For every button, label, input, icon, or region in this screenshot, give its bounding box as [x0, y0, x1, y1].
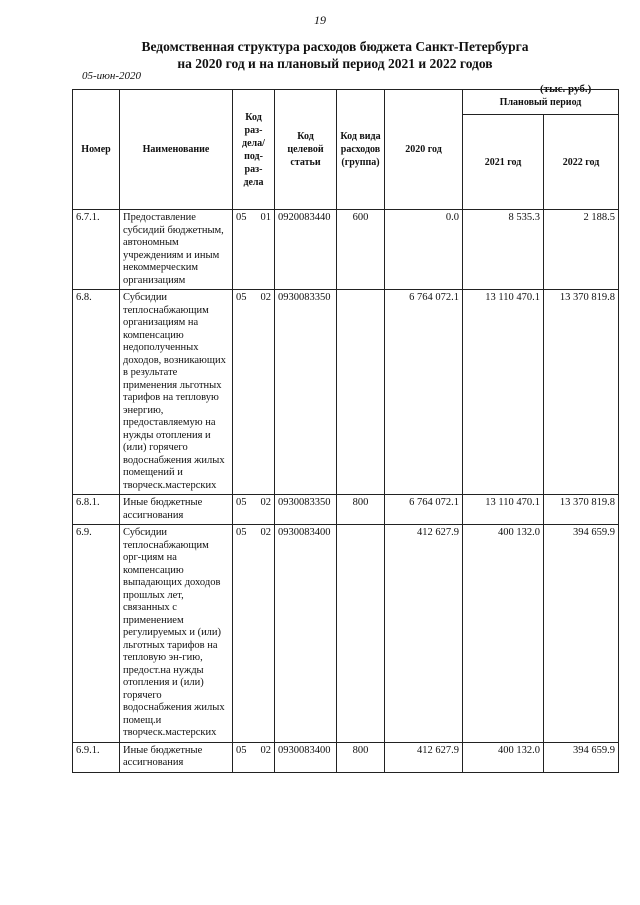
row-section-code [233, 210, 275, 290]
row-target-code: 0920083440 [275, 210, 337, 290]
row-name: Субсидии теплоснабжающим организациям на компенсацию недополученных доходов, возникающих в результате применения льготных тарифов на тепловую энергию, предоставляемую на нужды отопления и (или) горячего водоснабжения жилых помещений и творческ.мастерских [120, 290, 233, 495]
row-amount-2022: 13 370 819.8 [544, 495, 619, 525]
header-target-code: Код целевой статьи [275, 90, 337, 210]
row-section: 05 [236, 212, 247, 223]
document-title [120, 38, 550, 72]
row-subsection: 01 [260, 212, 271, 223]
row-section-code [233, 525, 275, 743]
row-name: Предоставление субсидий бюджетным, автономным учреждениям и иным некоммерческим организациям [120, 210, 233, 290]
row-target-code: 0930083400 [275, 742, 337, 772]
row-expense-type: 800 [337, 742, 385, 772]
row-amount-2021: 400 132.0 [463, 742, 544, 772]
row-amount-2021: 13 110 470.1 [463, 290, 544, 495]
row-amount-2022: 394 659.9 [544, 525, 619, 743]
row-section: 05 [236, 497, 247, 508]
row-section-code [233, 495, 275, 525]
row-amount-2020: 6 764 072.1 [385, 495, 463, 525]
page-number: 19 [314, 13, 326, 27]
row-subsection: 02 [260, 744, 271, 756]
row-amount-2020: 412 627.9 [385, 742, 463, 772]
row-section-code [233, 290, 275, 495]
header-year-2021: 2021 год [463, 115, 544, 210]
row-subsection: 02 [260, 497, 271, 508]
row-section: 05 [236, 292, 247, 303]
row-section: 05 [236, 744, 247, 756]
row-target-code: 0930083350 [275, 495, 337, 525]
header-expense-type-code: Код вида расходов (группа) [337, 90, 385, 210]
row-expense-type: 600 [337, 210, 385, 290]
budget-table [72, 89, 619, 773]
row-amount-2020: 0.0 [385, 210, 463, 290]
header-number: Номер [73, 90, 120, 210]
row-section-code [233, 742, 275, 772]
row-subsection: 02 [260, 527, 271, 538]
row-amount-2021: 400 132.0 [463, 525, 544, 743]
table-row [73, 495, 619, 525]
header-year-2020: 2020 год [385, 90, 463, 210]
row-number: 6.7.1. [73, 210, 120, 290]
table-row [73, 742, 619, 772]
table-row [73, 290, 619, 495]
title-line-2: на 2020 год и на плановый период 2021 и 2022 годов [177, 56, 493, 71]
table-body [73, 210, 619, 773]
row-target-code: 0930083400 [275, 525, 337, 743]
row-amount-2021: 8 535.3 [463, 210, 544, 290]
row-amount-2022: 13 370 819.8 [544, 290, 619, 495]
row-section: 05 [236, 527, 247, 538]
row-number: 6.8. [73, 290, 120, 495]
row-number: 6.9. [73, 525, 120, 743]
row-subsection: 02 [260, 292, 271, 303]
units-label: (тыс. руб.) [540, 83, 592, 95]
row-number: 6.9.1. [73, 742, 120, 772]
row-amount-2022: 2 188.5 [544, 210, 619, 290]
row-number: 6.8.1. [73, 495, 120, 525]
row-target-code: 0930083350 [275, 290, 337, 495]
row-expense-type [337, 290, 385, 495]
header-year-2022: 2022 год [544, 115, 619, 210]
header-planned-period: Плановый период [463, 90, 619, 115]
row-name: Иные бюджетные ассигнования [120, 742, 233, 772]
row-expense-type: 800 [337, 495, 385, 525]
row-amount-2020: 6 764 072.1 [385, 290, 463, 495]
row-name: Иные бюджетные ассигнования [120, 495, 233, 525]
row-amount-2020: 412 627.9 [385, 525, 463, 743]
header-name: Наименование [120, 90, 233, 210]
title-line-1: Ведомственная структура расходов бюджета Санкт-Петербурга [141, 39, 529, 54]
table-row [73, 210, 619, 290]
row-amount-2021: 13 110 470.1 [463, 495, 544, 525]
header-section-code: Код раз- дела/ под- раз- дела [233, 90, 275, 210]
row-expense-type [337, 525, 385, 743]
table-row [73, 525, 619, 743]
document-date: 05-июн-2020 [82, 70, 142, 82]
row-amount-2022: 394 659.9 [544, 742, 619, 772]
row-name: Субсидии теплоснабжающим орг-циям на компенсацию выпадающих доходов прошлых лет, связанных с применением регулируемых и (или) льготных тарифов на тепловую эн-гию, предост.на нужды отопления и (или) горячего водоснабжения жилых помещ.и творческ.мастерских [120, 525, 233, 743]
